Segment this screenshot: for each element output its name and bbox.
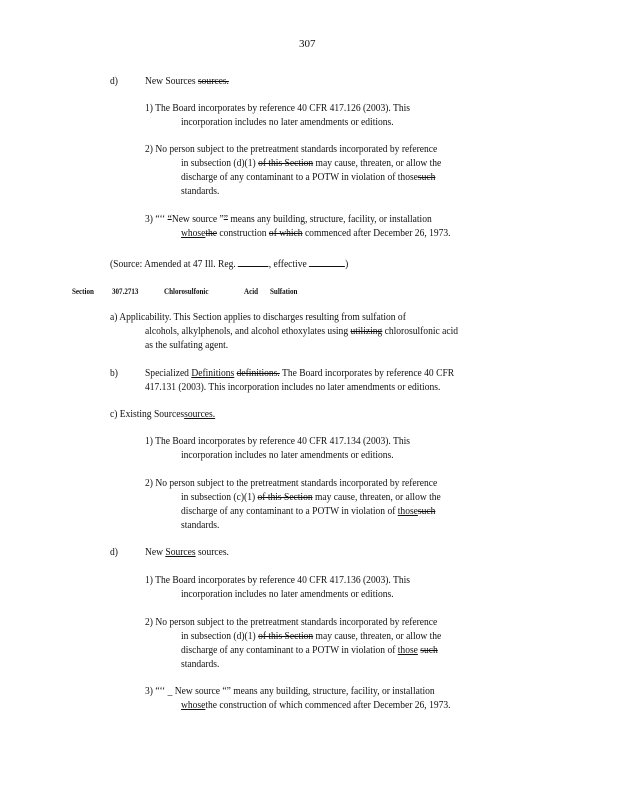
section-heading-number: 307.2713	[112, 286, 139, 296]
section-heading-title: Sulfation	[270, 286, 298, 296]
d2-line1: 2) No person subject to the pretreatment standards incorporated by reference	[145, 144, 438, 155]
text-span: may cause, threaten, or allow the	[313, 158, 442, 169]
text-span: “” means any building, structure, facility, or installation	[222, 686, 435, 697]
d-label: d)	[110, 547, 118, 558]
text-span: Specialized	[145, 368, 192, 379]
text-span: ”	[219, 214, 224, 225]
c2-line3	[181, 505, 435, 518]
a-line1: a) Applicability. This Section applies to discharges resulting from sulfation of	[110, 312, 406, 323]
underlined-text: Definitions	[191, 368, 235, 379]
a-line2	[145, 325, 458, 338]
struck-text: sources.	[197, 76, 229, 87]
text-span: sources.	[195, 547, 229, 558]
new-d3-line2	[181, 699, 451, 712]
subsection-d-label: d)	[110, 76, 118, 87]
struck-text: such	[420, 645, 438, 656]
text-span: chlorosulfonic acid	[382, 326, 458, 337]
blank-line	[309, 256, 345, 267]
new-d2-line4: standards.	[181, 659, 220, 670]
text-span: (Source: Amended at 47 Ill. Reg.	[110, 259, 239, 270]
text-span: in subsection (d)(1)	[181, 631, 259, 642]
c2-line1: 2) No person subject to the pretreatment standards incorporated by reference	[145, 478, 438, 489]
blank-line	[238, 256, 269, 267]
text-span: the construction of which commenced after December 26, 1973.	[205, 700, 451, 711]
d1-line2: incorporation includes no later amendments or editions.	[181, 117, 394, 128]
text-span: may cause, threaten, or allow the	[313, 631, 442, 642]
text-span: discharge of any contaminant to a POTW in violation of	[181, 645, 398, 656]
text-span: may cause, threaten, or allow the	[312, 492, 441, 503]
text-span: commenced after December 26, 1973.	[302, 228, 451, 239]
subsection-d-title	[145, 75, 229, 88]
section-heading-label: Section	[72, 286, 94, 296]
underlined-text: whose	[181, 700, 206, 711]
a-line3: as the sulfating agent.	[145, 340, 229, 351]
text-span: means any building, structure, facility, or installation	[227, 214, 432, 225]
new-d2-line1: 2) No person subject to the pretreatment standards incorporated by reference	[145, 617, 438, 628]
d2-line2	[181, 157, 441, 170]
text-span: 3) “‘‘	[145, 214, 168, 225]
underlined-text: Sources	[165, 547, 196, 558]
new-d1-line1: 1) The Board incorporates by reference 40 CFR 417.136 (2003). This	[145, 575, 410, 586]
page-number: 307	[299, 38, 316, 50]
new-d3-line1	[145, 685, 435, 698]
c-title	[110, 408, 215, 421]
text-span: discharge of any contaminant to a POTW in violation of	[181, 506, 398, 517]
text-span: alcohols, alkylphenols, and alcohol ethoxylates using	[145, 326, 351, 337]
underlined-text: sources.	[184, 409, 216, 420]
b-label: b)	[110, 368, 118, 379]
source-note	[110, 256, 348, 271]
section-heading-title: Chlorosulfonic	[164, 286, 209, 296]
text-span: , effective	[268, 259, 310, 270]
struck-text: such	[417, 506, 436, 517]
d3-line1	[145, 213, 432, 226]
new-d2-line3	[181, 644, 438, 657]
text-span: _ New source	[167, 686, 223, 697]
d-title	[145, 546, 229, 559]
text-span: c) Existing Sources	[110, 409, 185, 420]
underlined-text: whose	[181, 228, 206, 239]
text-span: in subsection (d)(1)	[181, 158, 259, 169]
c1-line2: incorporation includes no later amendments or editions.	[181, 450, 394, 461]
new-d2-line2	[181, 630, 441, 643]
underlined-text: those	[397, 645, 418, 656]
underlined-text: those	[397, 506, 418, 517]
b-line2: 417.131 (2003). This incorporation includes no later amendments or editions.	[145, 382, 441, 393]
text-span: construction	[217, 228, 269, 239]
section-heading-title: Acid	[244, 286, 259, 296]
b-line1	[145, 367, 454, 380]
text-span: in subsection (c)(1)	[181, 492, 258, 503]
c2-line2	[181, 491, 441, 504]
struck-text: of this Section	[258, 158, 314, 169]
struck-text: utilizing	[350, 326, 383, 337]
d2-line4: standards.	[181, 186, 220, 197]
struck-text: definitions.	[236, 368, 280, 379]
struck-text: the	[205, 228, 218, 239]
text-span: The Board incorporates by reference 40 CFR	[279, 368, 455, 379]
struck-text: of this Section	[257, 492, 313, 503]
c2-line4: standards.	[181, 520, 220, 531]
struck-text: ”	[223, 214, 228, 225]
text-span: New	[145, 547, 166, 558]
struck-text: of this Section	[258, 631, 314, 642]
c1-line1: 1) The Board incorporates by reference 40 CFR 417.134 (2003). This	[145, 436, 410, 447]
d3-line2	[181, 227, 451, 240]
text-span: New Sources	[145, 76, 198, 87]
text-span: discharge of any contaminant to a POTW in violation of those	[181, 172, 418, 183]
text-span: )	[345, 259, 349, 270]
text-span: 3) “‘‘	[145, 686, 168, 697]
struck-text: “	[167, 214, 172, 225]
struck-text: such	[417, 172, 436, 183]
struck-text: of which	[268, 228, 303, 239]
text-span: New source	[171, 214, 220, 225]
d2-line3	[181, 171, 435, 184]
new-d1-line2: incorporation includes no later amendments or editions.	[181, 589, 394, 600]
d1-line1: 1) The Board incorporates by reference 40 CFR 417.126 (2003). This	[145, 103, 410, 114]
